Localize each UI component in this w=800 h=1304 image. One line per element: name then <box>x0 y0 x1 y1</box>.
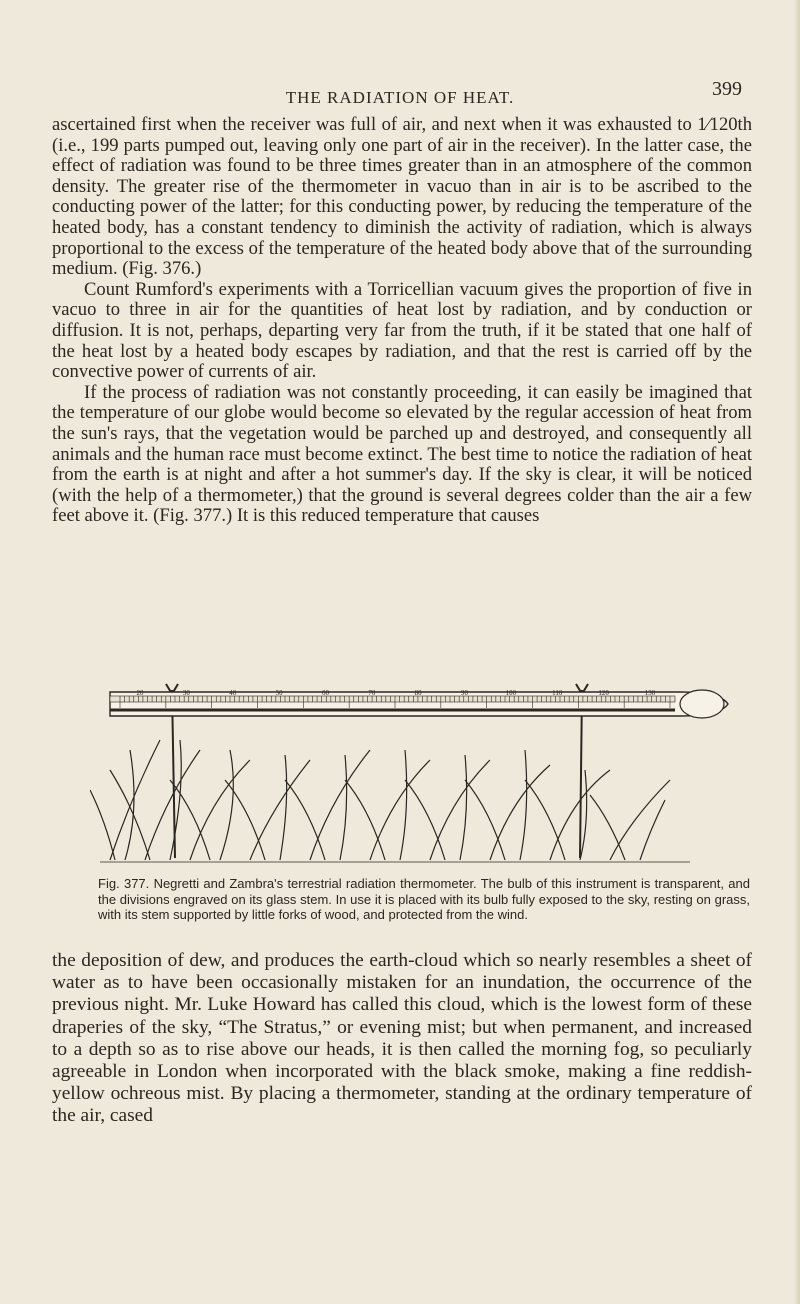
bottom-text-block <box>52 950 752 1128</box>
thermometer-illustration <box>90 680 730 865</box>
paragraph: If the process of radiation was not constantly proceeding, it can easily be imagined that the temperature of our globe would become so elevated by the regular accession of heat from the sun's rays, that the vegetation would be parched up and destroyed, and consequently all animals and the human race must become extinct. The best time to notice the radiation of heat from the earth is at night and after a hot summer's day. If the sky is clear, it will be noticed (with the help of a thermometer,) that the ground is several degrees colder than the air a few feet above it. (Fig. 377.) It is this reduced temperature that causes <box>52 381 752 527</box>
scale-label: 60 <box>321 689 329 697</box>
scale-label: 130 <box>644 689 656 697</box>
scale-label: 110 <box>552 689 563 697</box>
scale-label: 120 <box>598 689 609 697</box>
page-edge <box>794 0 800 1304</box>
paragraph: ascertained first when the receiver was full of air, and next when it was exhausted to 1⁄120th (i.e., 199 parts pumped out, leaving only one part of air in the receiver). In the latter case, the effect of radiation was found to be three times greater than in an atmosphere of the common density. The greater rise of the thermometer in vacuo than in air is to be ascribed to the conducting power of the latter; for this conducting power, by reducing the temperature of the heated body, has a constant tendency to diminish the activity of radiation, which is always proportional to the excess of the temperature of the heated body above that of the surrounding medium. (Fig. 376.) <box>52 114 752 280</box>
scale-label: 80 <box>414 689 422 697</box>
scale-label: 30 <box>182 689 190 697</box>
scale-label: 50 <box>275 689 283 697</box>
scale-label: 70 <box>368 689 376 697</box>
grass-illustration <box>90 740 690 862</box>
scale-label: 100 <box>505 689 517 697</box>
scale-label: 90 <box>461 689 469 697</box>
figure-caption: Fig. 377. Negretti and Zambra's terrestrial radiation thermometer. The bulb of this instrument is transparent, and the divisions engraved on its glass stem. In use it is placed with its bulb fully exposed to the sky, resting on grass, with its stem supported by little forks of wood, and protected from the wind. <box>98 876 750 922</box>
scale-label: 20 <box>136 689 144 697</box>
paragraph: the deposition of dew, and produces the earth-cloud which so nearly resembles a sheet of water as to have been occasionally mistaken for an inundation, the occurrence of the previous night. Mr. Luke Howard has called this cloud, which is the lowest form of these draperies of the sky, “The Stratus,” or evening mist; but when permanent, and increased to a depth so as to rise above our heads, it is then called the morning fog, so peculiarly agreeable in London when incorporated with the black smoke, making a fine reddish-yellow ochreous mist. By placing a thermometer, standing at the ordinary temperature of the air, cased <box>52 950 752 1127</box>
scale-label: 40 <box>229 689 237 697</box>
page-number: 399 <box>712 78 742 100</box>
running-title: THE RADIATION OF HEAT. <box>285 88 515 107</box>
top-text-block <box>52 115 752 527</box>
thermometer-bulb <box>680 690 724 718</box>
paragraph: Count Rumford's experiments with a Torricellian vacuum gives the proportion of five in vacuo to three in air for the quantities of heat lost by radiation, and by conduction or diffusion. It is not, perhaps, departing very far from the truth, if it be stated that one half of the heat lost by a heated body escapes by radiation, and that the rest is carried off by the convective power of currents of air. <box>52 278 752 383</box>
